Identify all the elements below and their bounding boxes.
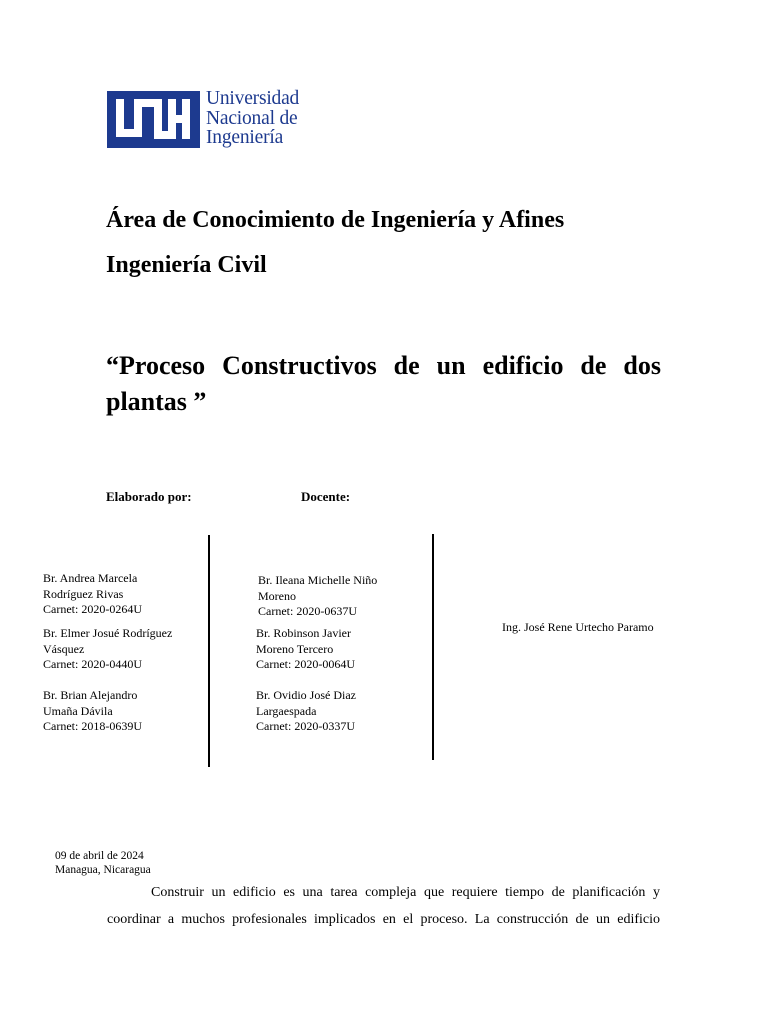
intro-paragraph: Construir un edificio es una tarea compleja que requiere tiempo de planificación y coordinar a muchos profesionales implicados en el proceso. La construcción de un edificio bbox=[107, 885, 660, 927]
student-name: Br. Elmer Josué Rodríguez bbox=[43, 626, 173, 640]
student-carnet: Carnet: 2018-0639U bbox=[43, 719, 142, 733]
area-heading: Área de Conocimiento de Ingeniería y Afines bbox=[106, 207, 565, 233]
student-block bbox=[258, 573, 377, 620]
logo-line-2: Nacional de bbox=[206, 107, 298, 129]
student-name: Br. Ovidio José Diaz bbox=[256, 688, 356, 702]
student-name: Br. Robinson Javier bbox=[256, 626, 351, 640]
logo-line-1: Universidad bbox=[206, 88, 300, 109]
place: Managua, Nicaragua bbox=[55, 863, 151, 876]
university-logo bbox=[107, 88, 327, 151]
uni-logo-icon bbox=[107, 91, 200, 148]
student-block bbox=[256, 688, 356, 735]
student-carnet: Carnet: 2020-0064U bbox=[256, 657, 355, 671]
student-name-cont: Largaespada bbox=[256, 703, 317, 718]
student-name-cont: Rodríguez Rivas bbox=[43, 586, 124, 601]
logo-line-3: Ingeniería bbox=[206, 127, 284, 148]
student-block bbox=[256, 626, 355, 673]
student-block bbox=[43, 688, 142, 735]
student-block bbox=[43, 626, 172, 673]
student-block bbox=[43, 571, 142, 618]
teacher-label: Docente: bbox=[301, 489, 351, 504]
student-name-cont: Umaña Dávila bbox=[43, 703, 113, 718]
career-heading: Ingeniería Civil bbox=[106, 252, 267, 278]
student-carnet: Carnet: 2020-0637U bbox=[258, 604, 357, 618]
student-name: Br. Andrea Marcela bbox=[43, 571, 138, 585]
document-title: “Proceso Constructivos de un edificio de dos plantas ” bbox=[106, 351, 661, 416]
logo-wordmark bbox=[206, 89, 299, 148]
student-name-cont: Moreno Tercero bbox=[256, 641, 334, 656]
student-carnet: Carnet: 2020-0337U bbox=[256, 719, 355, 733]
student-name-cont: Moreno bbox=[258, 588, 296, 603]
student-name-cont: Vásquez bbox=[43, 641, 85, 656]
divider-right bbox=[432, 534, 434, 760]
prepared-by-label: Elaborado por: bbox=[106, 489, 192, 504]
date: 09 de abril de 2024 bbox=[55, 850, 144, 862]
student-name: Br. Brian Alejandro bbox=[43, 688, 138, 702]
student-name: Br. Ileana Michelle Niño bbox=[258, 573, 378, 587]
student-carnet: Carnet: 2020-0440U bbox=[43, 657, 142, 671]
student-carnet: Carnet: 2020-0264U bbox=[43, 602, 142, 616]
divider-left bbox=[208, 535, 210, 767]
date-place bbox=[55, 850, 151, 877]
teacher-name: Ing. José Rene Urtecho Paramo bbox=[502, 620, 654, 634]
